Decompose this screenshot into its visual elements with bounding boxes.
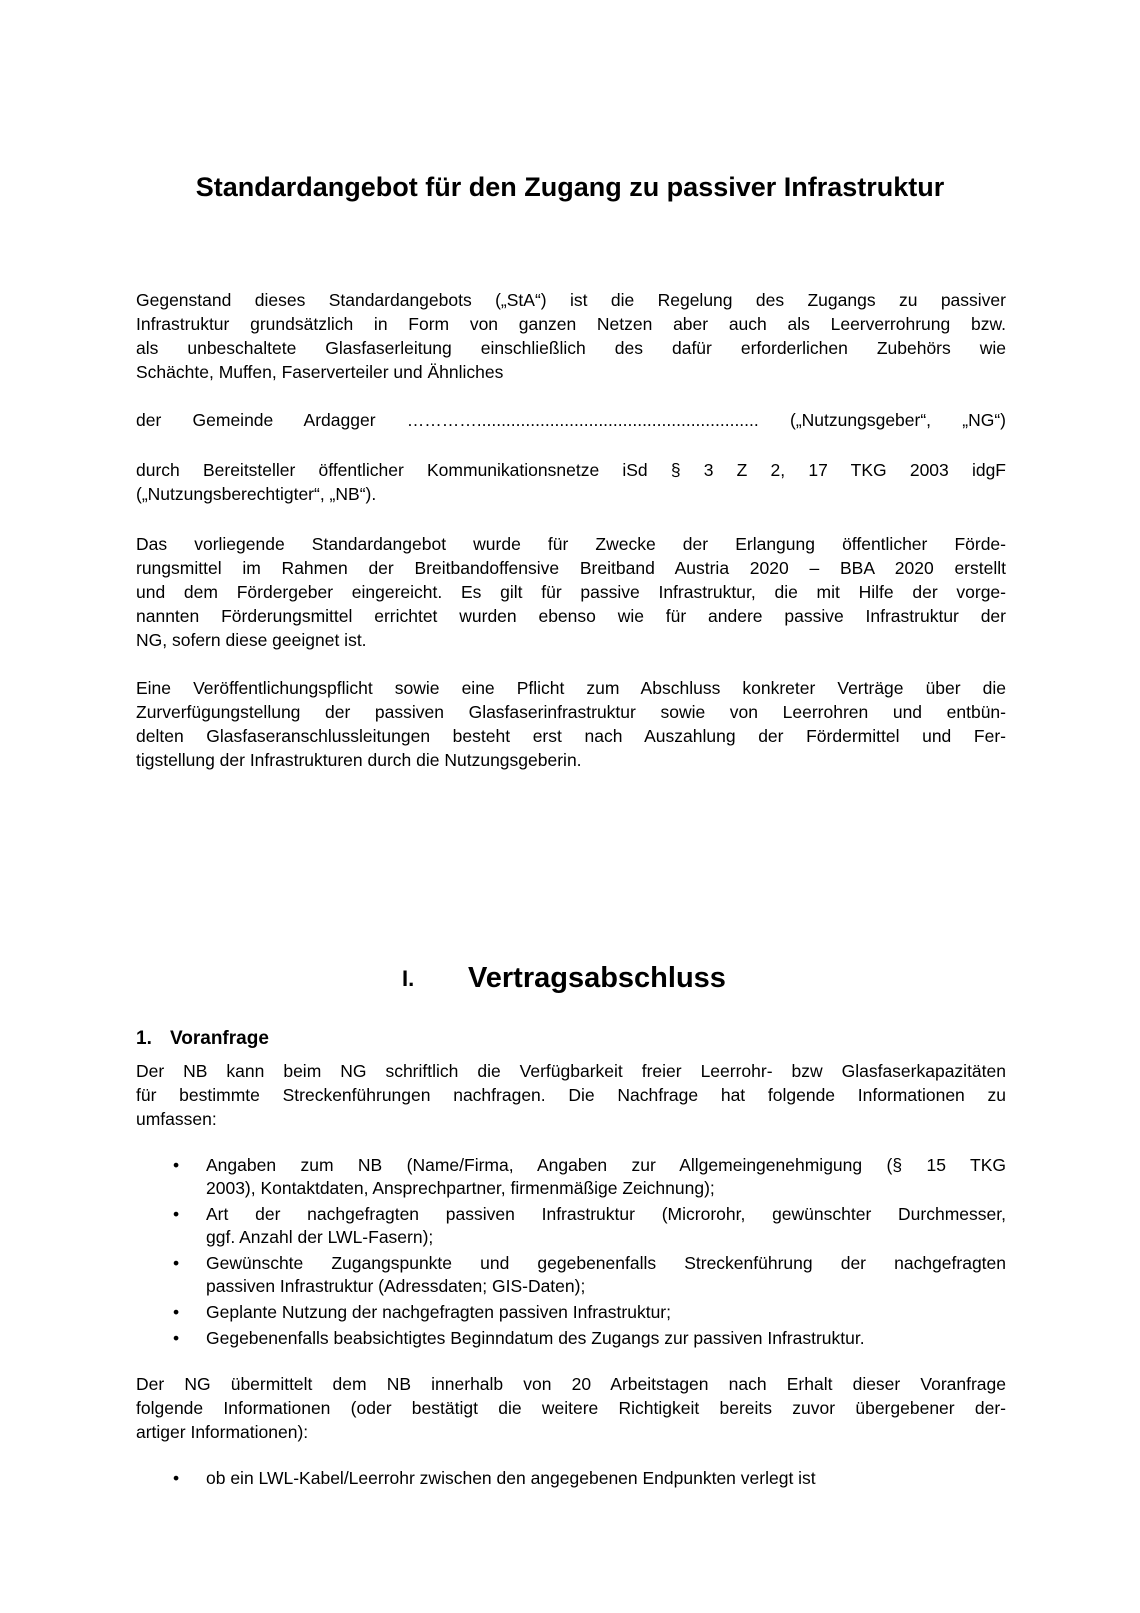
paragraph-beneficiary bbox=[136, 458, 1006, 506]
list-item bbox=[136, 1203, 1006, 1249]
text-line: delten Glasfaseranschlussleitungen besteht erst nach Auszahlung der Fördermittel und Fer- bbox=[136, 726, 1006, 746]
subsection-title: Voranfrage bbox=[170, 1028, 269, 1049]
text-line: Angaben zum NB (Name/Firma, Angaben zur Allgemeingenehmigung (§ 15 TKG bbox=[206, 1155, 1006, 1175]
text-line: folgende Informationen (oder bestätigt die weitere Richtigkeit bereits zuvor übergebener der- bbox=[136, 1398, 1006, 1418]
text-line: tigstellung der Infrastrukturen durch die Nutzungsgeberin. bbox=[136, 750, 582, 770]
list-item bbox=[136, 1154, 1006, 1200]
text-line: rungsmittel im Rahmen der Breitbandoffensive Breitband Austria 2020 – BBA 2020 erstellt bbox=[136, 558, 1006, 578]
section-number: I. bbox=[402, 966, 415, 991]
paragraph-subject bbox=[136, 288, 1006, 384]
list-item bbox=[136, 1252, 1006, 1298]
text-line: nannten Förderungsmittel errichtet wurden ebenso wie für andere passive Infrastruktur der bbox=[136, 606, 1006, 626]
subsection-heading bbox=[136, 1028, 269, 1050]
text-line: Gegebenenfalls beabsichtigtes Beginndatum des Zugangs zur passiven Infrastruktur. bbox=[206, 1328, 865, 1348]
text-line: und dem Fördergeber eingereicht. Es gilt für passive Infrastruktur, die mit Hilfe der vorge- bbox=[136, 582, 1006, 602]
text-line: Geplante Nutzung der nachgefragten passiven Infrastruktur; bbox=[206, 1302, 671, 1322]
bullet-icon: • bbox=[173, 1468, 180, 1488]
paragraph-funding bbox=[136, 532, 1006, 652]
document-title: Standardangebot für den Zugang zu passiver Infrastruktur bbox=[195, 172, 945, 202]
text-line: Zurverfügungstellung der passiven Glasfaserinfrastruktur sowie von Leerrohren und entbün- bbox=[136, 702, 1006, 722]
list-item bbox=[136, 1467, 1006, 1490]
bullet-icon: • bbox=[173, 1204, 180, 1224]
paragraph-response bbox=[136, 1372, 1006, 1444]
text-line: für bestimmte Streckenführungen nachfragen. Die Nachfrage hat folgende Informationen zu bbox=[136, 1085, 1006, 1105]
text-line: NG, sofern diese geeignet ist. bbox=[136, 630, 367, 650]
text-line: Der NG übermittelt dem NB innerhalb von 20 Arbeitstagen nach Erhalt dieser Voranfrage bbox=[136, 1374, 1006, 1394]
text-line: Gewünschte Zugangspunkte und gegebenenfalls Streckenführung der nachgefragten bbox=[206, 1253, 1006, 1273]
text-line: Der NB kann beim NG schriftlich die Verfügbarkeit freier Leerrohr- bzw Glasfaserkapazitäten bbox=[136, 1061, 1006, 1081]
bullet-icon: • bbox=[173, 1328, 180, 1348]
text-line: Das vorliegende Standardangebot wurde für Zwecke der Erlangung öffentlicher Förde- bbox=[136, 534, 1006, 554]
inquiry-requirements-list bbox=[136, 1154, 1006, 1353]
text-line: 2003), Kontaktdaten, Ansprechpartner, firmenmäßige Zeichnung); bbox=[206, 1178, 715, 1198]
text-line: umfassen: bbox=[136, 1109, 217, 1129]
paragraph-inquiry bbox=[136, 1059, 1006, 1131]
bullet-icon: • bbox=[173, 1155, 180, 1175]
text-line: Schächte, Muffen, Faserverteiler und Ähnliches bbox=[136, 362, 504, 382]
bullet-icon: • bbox=[173, 1302, 180, 1322]
text-line: als unbeschaltete Glasfaserleitung einschließlich des dafür erforderlichen Zubehörs wie bbox=[136, 338, 1006, 358]
response-information-list bbox=[136, 1467, 1006, 1493]
bullet-icon: • bbox=[173, 1253, 180, 1273]
text-line: Infrastruktur grundsätzlich in Form von ganzen Netzen aber auch als Leerverrohrung bzw. bbox=[136, 314, 1006, 334]
paragraph-publication-duty bbox=[136, 676, 1006, 772]
text-line: ggf. Anzahl der LWL-Fasern); bbox=[206, 1227, 434, 1247]
text-line: ob ein LWL-Kabel/Leerrohr zwischen den angegebenen Endpunkten verlegt ist bbox=[206, 1468, 816, 1488]
section-title: Vertragsabschluss bbox=[468, 962, 726, 994]
paragraph-provider bbox=[136, 408, 1006, 432]
text-line: passiven Infrastruktur (Adressdaten; GIS-Daten); bbox=[206, 1276, 586, 1296]
text-line: Art der nachgefragten passiven Infrastruktur (Microrohr, gewünschter Durchmesser, bbox=[206, 1204, 1006, 1224]
text-line: Eine Veröffentlichungspflicht sowie eine Pflicht zum Abschluss konkreter Verträge über die bbox=[136, 678, 1006, 698]
text-line: („Nutzungsberechtigter“, „NB“). bbox=[136, 484, 377, 504]
text-line: Gegenstand dieses Standardangebots („StA“) ist die Regelung des Zugangs zu passiver bbox=[136, 290, 1006, 310]
text-line: durch Bereitsteller öffentlicher Kommunikationsnetze iSd § 3 Z 2, 17 TKG 2003 idgF bbox=[136, 460, 1006, 480]
subsection-number: 1. bbox=[136, 1028, 152, 1049]
list-item bbox=[136, 1301, 1006, 1324]
text-line: der Gemeinde Ardagger ………….......................................................... („Nutzungsgeber“, „NG“) bbox=[136, 410, 1006, 430]
text-line: artiger Informationen): bbox=[136, 1422, 309, 1442]
list-item bbox=[136, 1327, 1006, 1350]
